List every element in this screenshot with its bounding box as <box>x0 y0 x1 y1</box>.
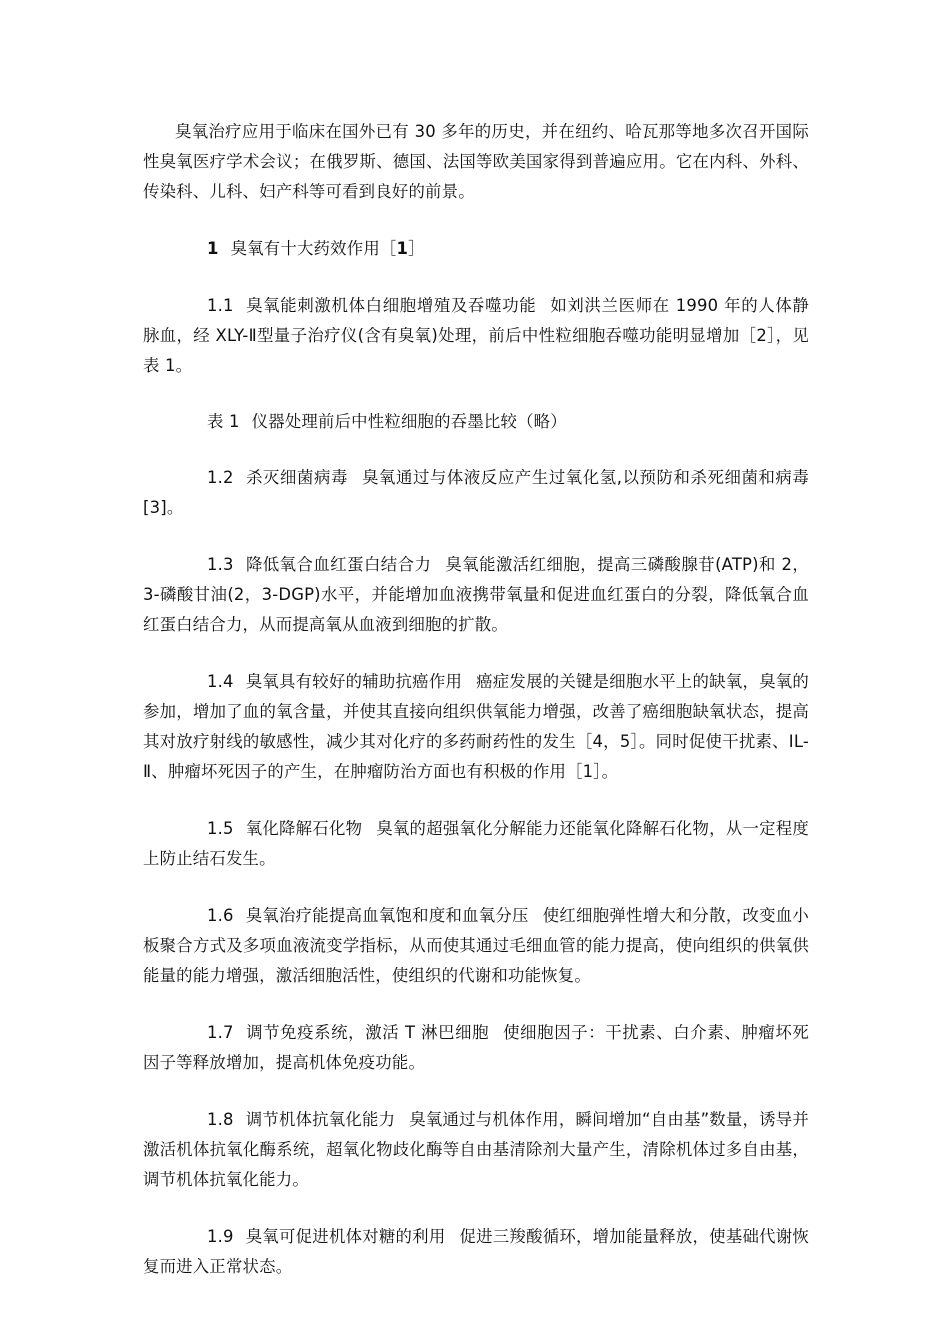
item-text: 臭氧通过与机体作用，瞬间增加“自由基”数量，诱导并激活机体抗氧化酶系统，超氧化物歧化酶等自由基清除剂大量产生，清除机体过多自由基，调节机体抗氧化能力。 <box>143 1110 809 1189</box>
item-1-2 <box>143 463 809 523</box>
item-heading: 杀灭细菌病毒 <box>245 468 348 487</box>
item-heading: 臭氧可促进机体对糖的利用 <box>245 1227 446 1246</box>
item-text: 如刘洪兰医师在 1990 年的人体静脉血，经 XLY-Ⅱ型量子治疗仪(含有臭氧)处理，前后中性粒细胞吞噬功能明显增加［2］，见表 1。 <box>143 296 809 375</box>
item-heading: 降低氧合血红蛋白结合力 <box>245 555 432 574</box>
item-1-3 <box>143 550 809 640</box>
item-number: 1.8 <box>207 1110 234 1129</box>
item-heading: 臭氧治疗能提高血氧饱和度和血氧分压 <box>245 906 529 925</box>
item-heading: 臭氧具有较好的辅助抗癌作用 <box>245 672 463 691</box>
item-1-4 <box>143 667 809 787</box>
item-heading: 调节机体抗氧化能力 <box>245 1110 396 1129</box>
item-number: 1.6 <box>207 906 234 925</box>
item-1-8 <box>143 1105 809 1195</box>
section-title: 臭氧有十大药效作用［ <box>230 239 397 258</box>
item-1-7 <box>143 1018 809 1078</box>
item-heading: 调节免疫系统，激活 T 淋巴细胞 <box>245 1023 490 1042</box>
item-number: 1.2 <box>207 468 234 487</box>
item-1-5 <box>143 814 809 874</box>
item-1-9 <box>143 1222 809 1282</box>
table-caption-text: 仪器处理前后中性粒细胞的吞墨比较（略） <box>251 412 567 431</box>
item-text: 促进三羧酸循环，增加能量释放，使基础代谢恢复而进入正常状态。 <box>143 1227 809 1276</box>
item-number: 1.4 <box>207 672 234 691</box>
item-heading: 氧化降解石化物 <box>245 819 363 838</box>
table-number: 表 1 <box>207 412 240 431</box>
item-number: 1.5 <box>207 819 234 838</box>
item-number: 1.3 <box>207 555 234 574</box>
item-1-6 <box>143 901 809 991</box>
document-body <box>143 117 809 1282</box>
item-number: 1.7 <box>207 1023 234 1042</box>
item-text: 使红细胞弹性增大和分散，改变血小板聚合方式及多项血液流变学指标，从而使其通过毛细血管的能力提高，使向组织的供氧供能量的能力增强，激活细胞活性，使组织的代谢和功能恢复。 <box>143 906 809 985</box>
section-heading-1 <box>143 234 809 264</box>
table-1-caption <box>143 407 809 437</box>
item-text: 使细胞因子：干扰素、白介素、肿瘤坏死因子等释放增加，提高机体免疫功能。 <box>143 1023 809 1072</box>
item-text: 臭氧能激活红细胞，提高三磷酸腺苷(ATP)和 2，3-磷酸甘油(2，3-DGP)水平，并能增加血液携带氧量和促进血红蛋白的分裂，降低氧合血红蛋白结合力，从而提高氧从血液到细胞的扩散。 <box>143 555 810 634</box>
section-ref-close: ］ <box>408 239 425 258</box>
item-1-1 <box>143 291 809 381</box>
item-heading: 臭氧能刺激机体白细胞增殖及吞噬功能 <box>245 296 537 315</box>
item-text: 癌症发展的关键是细胞水平上的缺氧，臭氧的参加，增加了血的氧含量，并使其直接向组织供氧能力增强，改善了癌细胞缺氧状态，提高其对放疗射线的敏感性，减少其对化疗的多药耐药性的发生［4，5］。同时促使干扰素、IL-Ⅱ、肿瘤坏死因子的产生，在肿瘤防治方面也有积极的作用［1］。 <box>143 672 809 781</box>
item-text: 臭氧通过与体液反应产生过氧化氢,以预防和杀死细菌和病毒[3]。 <box>143 468 810 517</box>
item-number: 1.9 <box>207 1227 234 1246</box>
section-ref: 1 <box>396 239 409 258</box>
item-number: 1.1 <box>207 296 234 315</box>
section-number: 1 <box>207 239 219 258</box>
item-text: 臭氧的超强氧化分解能力还能氧化降解石化物，从一定程度上防止结石发生。 <box>143 819 809 868</box>
intro-paragraph: 臭氧治疗应用于临床在国外已有 30 多年的历史，并在纽约、哈瓦那等地多次召开国际性臭氧医疗学术会议；在俄罗斯、德国、法国等欧美国家得到普遍应用。它在内科、外科、传染科、儿科、妇产科等可看到良好的前景。 <box>143 122 809 201</box>
